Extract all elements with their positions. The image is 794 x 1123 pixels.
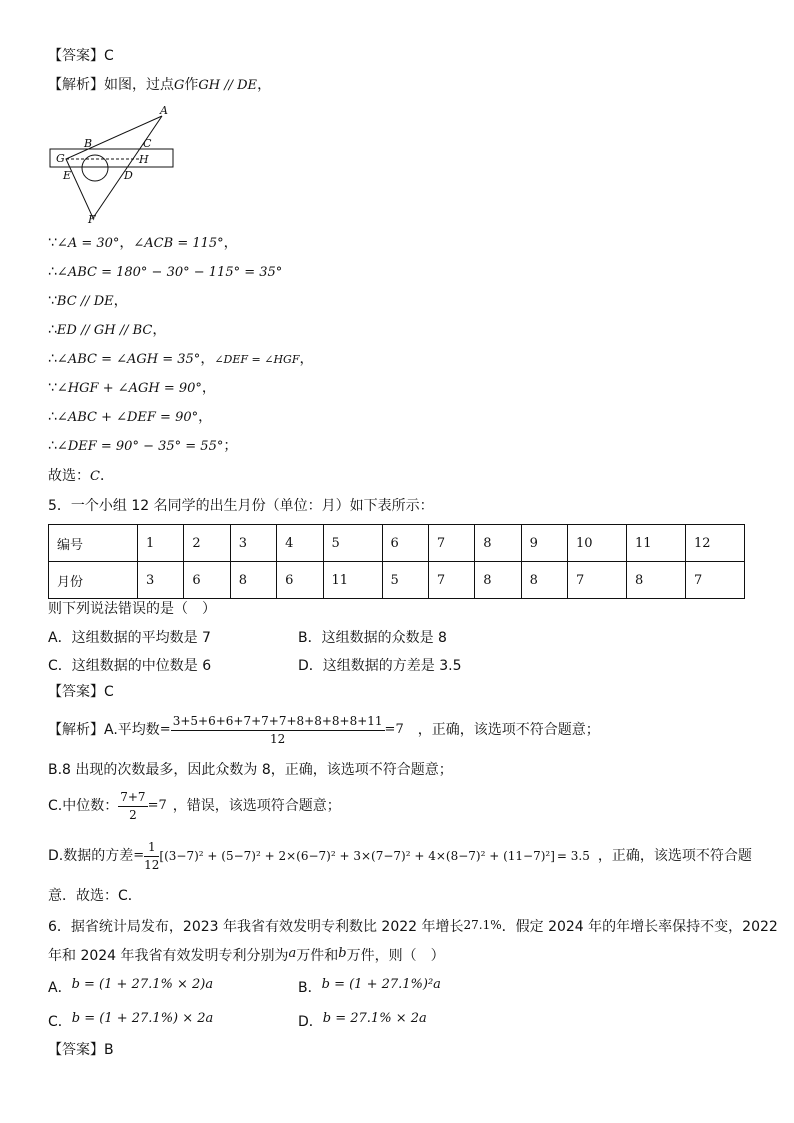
analysis-d-suffix: ，正确，该选项不符合题: [597, 848, 752, 864]
step-symbol: ∴: [48, 264, 57, 280]
table-cell: 8: [230, 562, 276, 599]
q6-stem-part-a: 6．据省统计局发布，2023 年我省有效发明专利数比 2022 年增长: [48, 919, 464, 935]
option-label: B．: [298, 980, 322, 996]
median-numerator: 7+7: [118, 789, 147, 807]
q4-step-1: [48, 234, 238, 253]
table-header-index: 编号: [49, 525, 138, 562]
q5-analysis-b: B.8 出现的次数最多，因此众数为 8，正确，该选项不符合题意；: [48, 762, 453, 778]
q4-analysis-prefix: 【解析】如图，过点: [48, 77, 174, 93]
q5-analysis-a: [48, 712, 600, 748]
table-cell: 1: [138, 525, 184, 562]
analysis-d-eq: =: [133, 848, 145, 863]
q4-analysis-end: ，: [257, 77, 272, 93]
table-cell: 7: [686, 562, 745, 599]
table-cell: 6: [382, 525, 428, 562]
analysis-c-suffix: ，错误，该选项符合题意；: [172, 798, 341, 814]
q5-option-b: B．这组数据的众数是 8: [298, 630, 447, 646]
q6-stem-part-d: 万件和: [296, 948, 339, 964]
variance-numerator: 1: [144, 839, 159, 857]
q6-stem-part-c: 年和 2024 年我省有效发明专利分别为: [48, 948, 289, 964]
step-tail: ，: [299, 351, 314, 367]
conclusion-choice: C: [90, 469, 100, 484]
table-cell: 8: [627, 562, 686, 599]
q4-analysis-expr: GH // DE: [198, 78, 258, 93]
step-expr-2: ∠DEF = ∠HGF: [214, 353, 300, 366]
table-header-month: 月份: [49, 562, 138, 599]
step-symbol: ∵: [48, 293, 57, 309]
ruler-circle: [82, 155, 108, 181]
analysis-a-eq: =: [159, 722, 171, 737]
label-h: H: [139, 153, 149, 166]
q6-stem-part-b: ．假定 2024 年的年增长率保持不变，2022: [501, 919, 778, 935]
q5-question: 则下列说法错误的是（ ）: [48, 601, 216, 617]
q4-analysis-mid: 作: [184, 77, 199, 93]
step-symbol: ∴: [48, 322, 57, 338]
table-cell: 9: [521, 525, 567, 562]
variance-bracket-expr: [(3−7)² + (5−7)² + 2×(6−7)² + 3×(7−7)² + 4×(8−7)² + (11−7)²]: [159, 849, 555, 863]
q5-analysis-d: [48, 838, 752, 874]
table-cell: 8: [475, 562, 521, 599]
q4-step-8: [48, 437, 237, 456]
label-c: C: [143, 137, 152, 150]
variance-fraction: [144, 839, 159, 874]
step-expr: ED // GH // BC: [56, 323, 153, 338]
q6-var-a: a: [288, 946, 297, 961]
q5-option-a: A．这组数据的平均数是 7: [48, 630, 211, 646]
option-expr: b = (1 + 27.1%) × 2a: [71, 1011, 214, 1026]
table-cell: 5: [323, 525, 382, 562]
step-tail: ，: [113, 293, 128, 309]
median-denominator: 2: [129, 807, 137, 822]
label-g: G: [56, 152, 65, 165]
analysis-d-result: = 3.5: [556, 849, 590, 863]
q6-option-d: [298, 1010, 427, 1031]
mean-denominator: 12: [269, 731, 286, 746]
label-d: D: [124, 169, 133, 182]
table-cell: 6: [277, 562, 323, 599]
analysis-d-prefix: D.数据的方差: [48, 848, 134, 864]
q6-option-c: [48, 1010, 213, 1031]
step-expr: ∠DEF = 90° − 35° = 55°: [56, 439, 224, 454]
step-sep: ，: [119, 235, 134, 251]
q5-option-d: D．这组数据的方差是 3.5: [298, 658, 462, 674]
q5-answer: 【答案】C: [48, 684, 114, 700]
q5-analysis-d-line2: 意．故选：C．: [48, 888, 142, 904]
table-cell: 3: [230, 525, 276, 562]
option-label: A．: [48, 980, 72, 996]
step-expr: ∠A = 30°: [56, 236, 120, 251]
table-cell: 11: [627, 525, 686, 562]
median-fraction: [118, 789, 147, 824]
label-a: A: [160, 104, 168, 117]
q4-step-2: [48, 263, 282, 282]
table-cell: 12: [686, 525, 745, 562]
q5-stem: 5．一个小组 12 名同学的出生月份（单位：月）如下表所示：: [48, 498, 434, 514]
option-expr: b = (1 + 27.1% × 2)a: [71, 977, 214, 992]
option-label: D．: [298, 1014, 323, 1030]
analysis-a-result: =7: [384, 722, 404, 737]
variance-denominator: 12: [144, 857, 160, 872]
step-symbol: ∴: [48, 438, 57, 454]
birth-month-table: [48, 524, 745, 599]
geometry-figure: [44, 102, 184, 228]
step-sep: ，: [200, 351, 215, 367]
step-symbol: ∵: [48, 380, 57, 396]
table-cell: 4: [277, 525, 323, 562]
table-cell: 2: [184, 525, 230, 562]
step-symbol: ∴: [48, 409, 57, 425]
q4-analysis-point: G: [174, 78, 185, 93]
table-cell: 7: [428, 562, 474, 599]
option-expr: b = 27.1% × 2a: [322, 1011, 427, 1026]
conclusion-end: ．: [99, 468, 114, 484]
analysis-c-prefix: C.中位数：: [48, 798, 119, 814]
step-tail: ，: [152, 322, 167, 338]
label-b: B: [84, 137, 93, 150]
label-e: E: [63, 169, 72, 182]
step-expr: ∠ABC = ∠AGH = 35°: [56, 352, 201, 367]
q6-answer: 【答案】B: [48, 1042, 114, 1058]
table-cell: 10: [568, 525, 627, 562]
mean-numerator: 3+5+6+6+7+7+7+8+8+8+8+11: [171, 713, 385, 731]
step-symbol: ∵: [48, 235, 57, 251]
step-tail: ；: [223, 438, 238, 454]
q6-stem-part-e: 万件，则（ ）: [346, 948, 445, 964]
label-f: F: [88, 213, 96, 226]
option-expr: b = (1 + 27.1%)²a: [321, 977, 441, 992]
step-expr-2: ∠ACB = 115°: [133, 236, 224, 251]
table-row-month: [49, 562, 745, 599]
q6-stem-line2: [48, 945, 445, 965]
step-tail: ，: [201, 380, 216, 396]
table-cell: 3: [138, 562, 184, 599]
q6-var-b: b: [338, 946, 347, 961]
q6-option-a: [48, 976, 213, 997]
table-cell: 8: [521, 562, 567, 599]
analysis-a-prefix: 【解析】A.平均数: [48, 722, 160, 738]
step-expr: ∠HGF + ∠AGH = 90°: [56, 381, 202, 396]
step-tail: ，: [223, 235, 238, 251]
q4-conclusion: [48, 467, 114, 486]
table-cell: 11: [323, 562, 382, 599]
table-row-index: [49, 525, 745, 562]
q4-step-4: [48, 321, 166, 340]
q6-stem-line1: [48, 916, 778, 936]
table-cell: 8: [475, 525, 521, 562]
q4-step-6: [48, 379, 216, 398]
table-cell: 7: [568, 562, 627, 599]
table-cell: 7: [428, 525, 474, 562]
option-label: C．: [48, 1014, 72, 1030]
step-expr: BC // DE: [56, 294, 114, 309]
step-tail: ，: [198, 409, 213, 425]
step-expr: ∠ABC = 180° − 30° − 115° = 35°: [56, 265, 283, 280]
step-symbol: ∴: [48, 351, 57, 367]
q4-step-7: [48, 408, 212, 427]
analysis-c-result: =7: [147, 798, 167, 813]
q5-option-c: C．这组数据的中位数是 6: [48, 658, 212, 674]
mean-fraction: [171, 713, 385, 748]
q4-analysis-intro: [48, 76, 271, 95]
conclusion-prefix: 故选：: [48, 468, 90, 484]
q5-analysis-c: [48, 788, 341, 824]
q6-growth-rate: 27.1%: [463, 918, 502, 932]
analysis-a-suffix: ，正确，该选项不符合题意；: [417, 722, 600, 738]
table-cell: 6: [184, 562, 230, 599]
step-expr: ∠ABC + ∠DEF = 90°: [56, 410, 199, 425]
q4-answer: 【答案】C: [48, 48, 114, 64]
table-cell: 5: [382, 562, 428, 599]
q6-option-b: [298, 976, 441, 997]
q4-step-3: [48, 292, 128, 311]
q4-step-5: [48, 350, 313, 369]
